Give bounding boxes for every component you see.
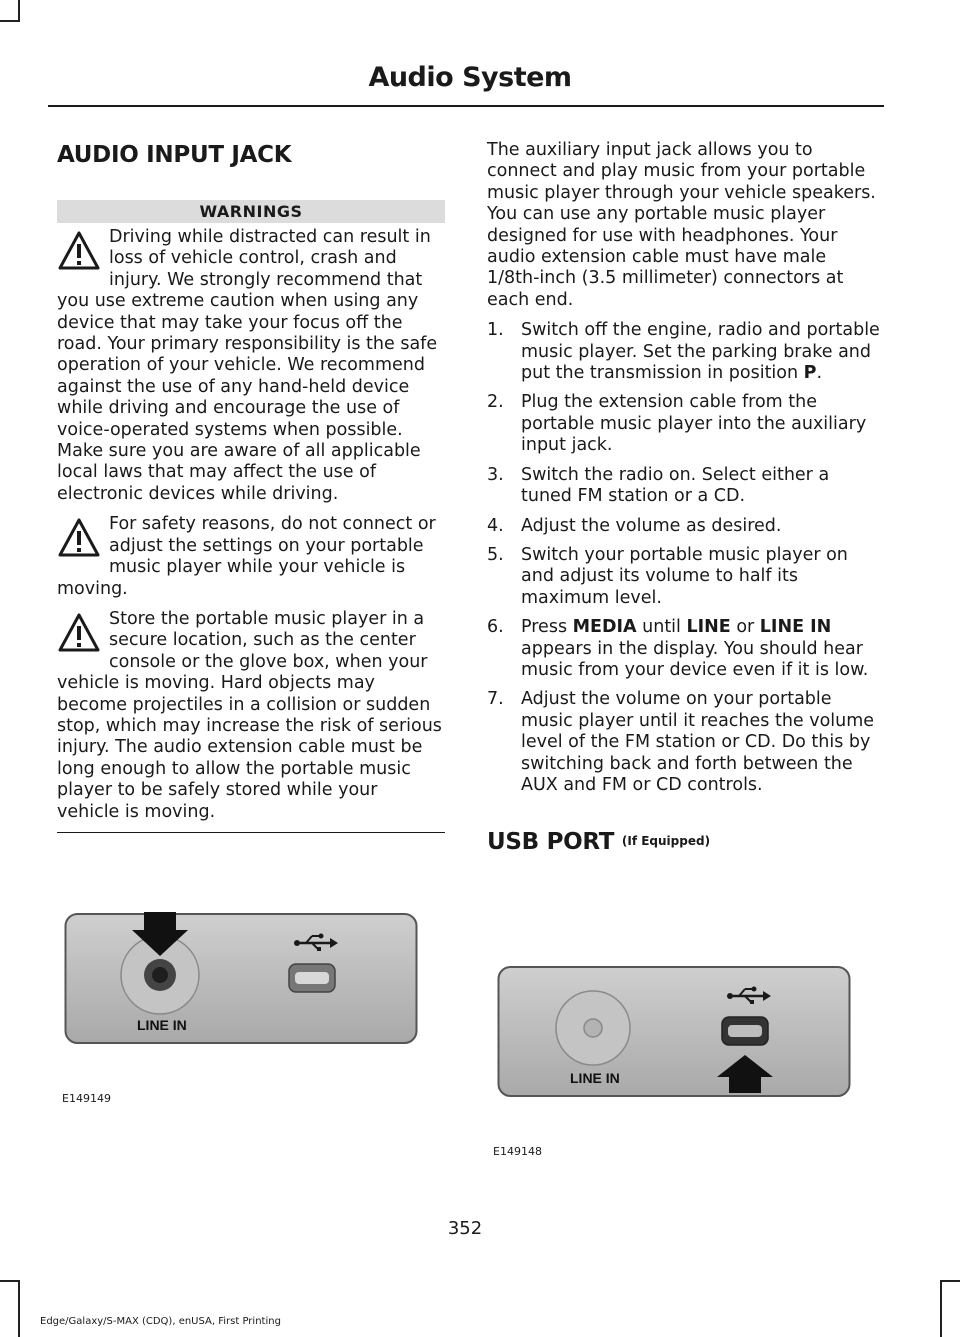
line-in-jack-figure [64, 912, 420, 1046]
figure-code: E149148 [493, 1145, 542, 1158]
figure-code: E149149 [62, 1092, 111, 1105]
step-item [487, 617, 880, 681]
usb-heading-text: USB PORT [487, 829, 615, 856]
warning-text: Driving while distracted can result in loss of vehicle control, crash and injury. We strongly recommend that you use extreme caution when using any device that may take your focus off the road. Your primary responsibility is the safe operation of your vehicle. We recommend against the use of any hand-held device while driving and encourage the use of voice-operated systems when possible. Make sure you are aware of all applicable local laws that may affect the use of electronic devices while driving. [57, 227, 438, 504]
usb-heading-note: (If Equipped) [621, 834, 711, 849]
footer-text: Edge/Galaxy/S-MAX (CDQ), enUSA, First Printing [40, 1316, 281, 1327]
step-text: Press [521, 617, 573, 638]
step-number: 5. [487, 544, 504, 565]
crop-mark [18, 0, 20, 22]
step-emphasis: LINE [686, 617, 731, 638]
step-text: Switch off the engine, radio and portable music player. Set the parking brake and put the transmission in position [521, 320, 880, 384]
section-heading-usb-port [487, 826, 880, 857]
warning-item [57, 227, 445, 505]
warnings-heading: WARNINGS [57, 200, 445, 223]
warnings-end-rule [57, 832, 445, 834]
instruction-steps [487, 320, 880, 796]
warning-text: For safety reasons, do not connect or adjust the settings on your portable music player while your vehicle is moving. [57, 514, 436, 599]
step-text: until [636, 617, 687, 638]
right-column [487, 140, 880, 857]
step-text: Switch your portable music player on and adjust its volume to half its maximum level. [521, 544, 848, 608]
step-item [487, 320, 880, 384]
step-emphasis: P [803, 363, 817, 384]
section-heading-audio-input-jack: AUDIO INPUT JACK [57, 142, 292, 168]
intro-paragraph: The auxiliary input jack allows you to connect and play music from your portable music player through your vehicle speakers. You can use any portable music player designed for use with headphones. Your audio extension cable must have male 1/8th-inch (3.5 millimeter) connectors at each end. [487, 140, 876, 310]
step-number: 4. [487, 515, 504, 536]
usb-port-figure [497, 965, 853, 1099]
warning-item [57, 609, 445, 823]
step-text: or [730, 617, 760, 638]
step-number: 6. [487, 617, 504, 638]
step-number: 1. [487, 320, 504, 341]
step-text: Switch the radio on. Select either a tuned FM station or a CD. [521, 464, 830, 507]
page-number: 352 [447, 1218, 483, 1239]
step-item [487, 392, 880, 456]
step-number: 2. [487, 392, 504, 413]
step-text: Plug the extension cable from the portable music player into the auxiliary input jack. [521, 392, 867, 456]
step-item [487, 516, 880, 537]
figure-label: LINE IN [570, 1070, 620, 1086]
step-item [487, 545, 880, 609]
step-item [487, 689, 880, 796]
crop-mark [0, 1280, 20, 1282]
step-text: . [816, 363, 823, 384]
step-text: appears in the display. You should hear music from your device even if it is low. [521, 638, 869, 680]
warning-triangle-icon [57, 516, 101, 560]
step-emphasis: LINE IN [759, 617, 832, 638]
warning-triangle-icon [57, 611, 101, 655]
crop-mark [0, 20, 20, 22]
left-column [57, 140, 445, 833]
warning-text: Store the portable music player in a secure location, such as the center console or the glove box, when your vehicle is moving. Hard objects may become projectiles in a collision or sudden stop, which may increase the risk of serious injury. The audio extension cable must be long enough to allow the portable music player to be safely stored while your vehicle is moving. [57, 608, 442, 822]
crop-mark [18, 1280, 20, 1337]
step-number: 7. [487, 689, 504, 710]
step-text: Adjust the volume on your portable music player until it reaches the volume level of the FM station or CD. Do this by switching back and forth between the AUX and FM or CD controls. [521, 689, 875, 795]
header-rule [48, 105, 884, 107]
step-emphasis: MEDIA [572, 617, 637, 638]
page-header-title: Audio System [368, 62, 572, 93]
warning-item [57, 514, 445, 600]
step-text: Adjust the volume as desired. [521, 515, 782, 536]
aux-jack-icon [584, 1019, 602, 1037]
warning-triangle-icon [57, 229, 101, 273]
crop-mark [940, 1280, 942, 1337]
step-item [487, 465, 880, 508]
crop-mark [940, 1280, 960, 1282]
step-number: 3. [487, 464, 504, 485]
figure-label: LINE IN [137, 1017, 187, 1033]
